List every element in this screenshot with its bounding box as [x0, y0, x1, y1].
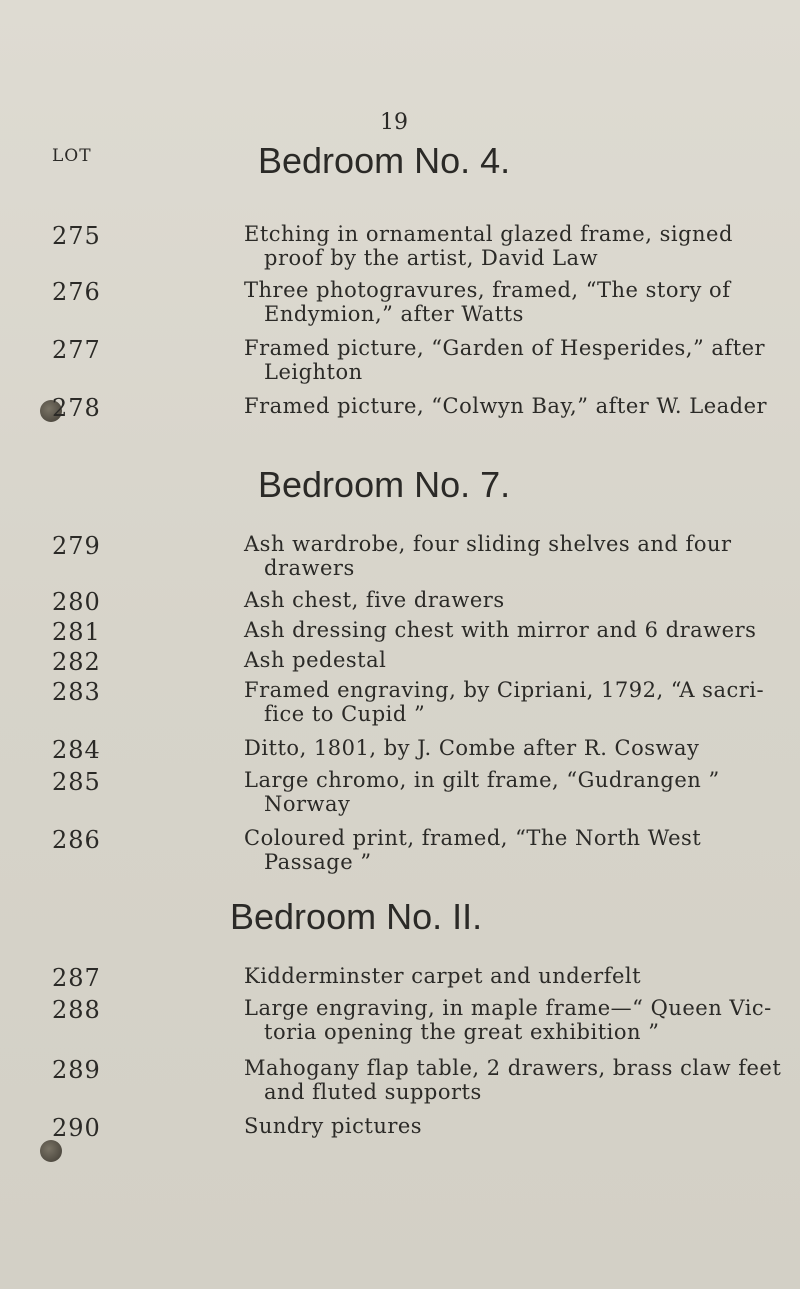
lot-text: Kidderminster carpet and underfelt — [244, 964, 642, 988]
lot-text: Large chromo, in gilt frame, “Gudrangen ” — [244, 768, 720, 792]
lot-number: 286 — [52, 826, 101, 854]
section-title-text: Bedroom No. 4. — [258, 140, 511, 181]
lot-description — [244, 336, 784, 384]
lot-text: Ash dressing chest with mirror and 6 drawers — [244, 618, 757, 642]
lot-number: 275 — [52, 222, 101, 250]
lot-description — [244, 1056, 784, 1104]
lot-number: 281 — [52, 618, 101, 646]
lot-text-continued: proof by the artist, David Law — [264, 246, 599, 270]
lot-text-continued: drawers — [264, 556, 355, 580]
lot-description — [244, 588, 784, 612]
lot-description — [244, 532, 784, 580]
lot-description — [244, 278, 784, 326]
lot-description — [244, 768, 784, 816]
lot-number: 290 — [52, 1114, 101, 1142]
lot-text-continued: toria opening the great exhibition ” — [264, 1020, 660, 1044]
section-title-text: Bedroom No. 7. — [258, 464, 511, 505]
lot-text-continued: and fluted supports — [264, 1080, 482, 1104]
lot-text-continued: Passage ” — [264, 850, 372, 874]
lot-number: 283 — [52, 678, 101, 706]
lot-text: Sundry pictures — [244, 1114, 423, 1138]
lot-text-continued: Endymion,” after Watts — [264, 302, 524, 326]
lot-number: 289 — [52, 1056, 101, 1084]
lot-description — [244, 678, 784, 726]
lot-number: 280 — [52, 588, 101, 616]
lot-text: Ditto, 1801, by J. Combe after R. Cosway — [244, 736, 700, 760]
lot-text: Ash chest, five drawers — [244, 588, 505, 612]
lot-text: Three photogravures, framed, “The story of — [244, 278, 731, 302]
lot-text-continued: Norway — [264, 792, 351, 816]
lot-description — [244, 736, 784, 760]
lot-number: 277 — [52, 336, 101, 364]
binding-hole-lower — [40, 1140, 62, 1162]
lot-description — [244, 964, 784, 988]
lot-description — [244, 1114, 784, 1138]
lot-number: 278 — [52, 394, 101, 422]
lot-text-continued: Leighton — [264, 360, 363, 384]
lot-number: 279 — [52, 532, 101, 560]
lot-description — [244, 648, 784, 672]
lot-text: Mahogany flap table, 2 drawers, brass claw feet — [244, 1056, 782, 1080]
lot-number: 276 — [52, 278, 101, 306]
lot-text: Framed engraving, by Cipriani, 1792, “A sacri- — [244, 678, 765, 702]
lot-number: 288 — [52, 996, 101, 1024]
lot-number: 284 — [52, 736, 101, 764]
lot-number: 282 — [52, 648, 101, 676]
lot-text-continued: fice to Cupid ” — [264, 702, 426, 726]
lot-text: Coloured print, framed, “The North West — [244, 826, 702, 850]
lot-number: 285 — [52, 768, 101, 796]
lot-description — [244, 826, 784, 874]
lot-text: Large engraving, in maple frame—“ Queen Vic- — [244, 996, 772, 1020]
lot-text: Framed picture, “Garden of Hesperides,” after — [244, 336, 766, 360]
section-title-text: Bedroom No. II. — [230, 896, 483, 937]
lot-text: Ash wardrobe, four sliding shelves and four — [244, 532, 732, 556]
lot-description — [244, 618, 784, 642]
lot-column-header: LOT — [52, 146, 92, 166]
lot-description — [244, 222, 784, 270]
lot-text: Framed picture, “Colwyn Bay,” after W. Leader — [244, 394, 768, 418]
lot-description — [244, 996, 784, 1044]
lot-text: Ash pedestal — [244, 648, 387, 672]
page-number: 19 — [380, 110, 408, 135]
lot-number: 287 — [52, 964, 101, 992]
lot-description — [244, 394, 784, 418]
lot-text: Etching in ornamental glazed frame, signed — [244, 222, 733, 246]
